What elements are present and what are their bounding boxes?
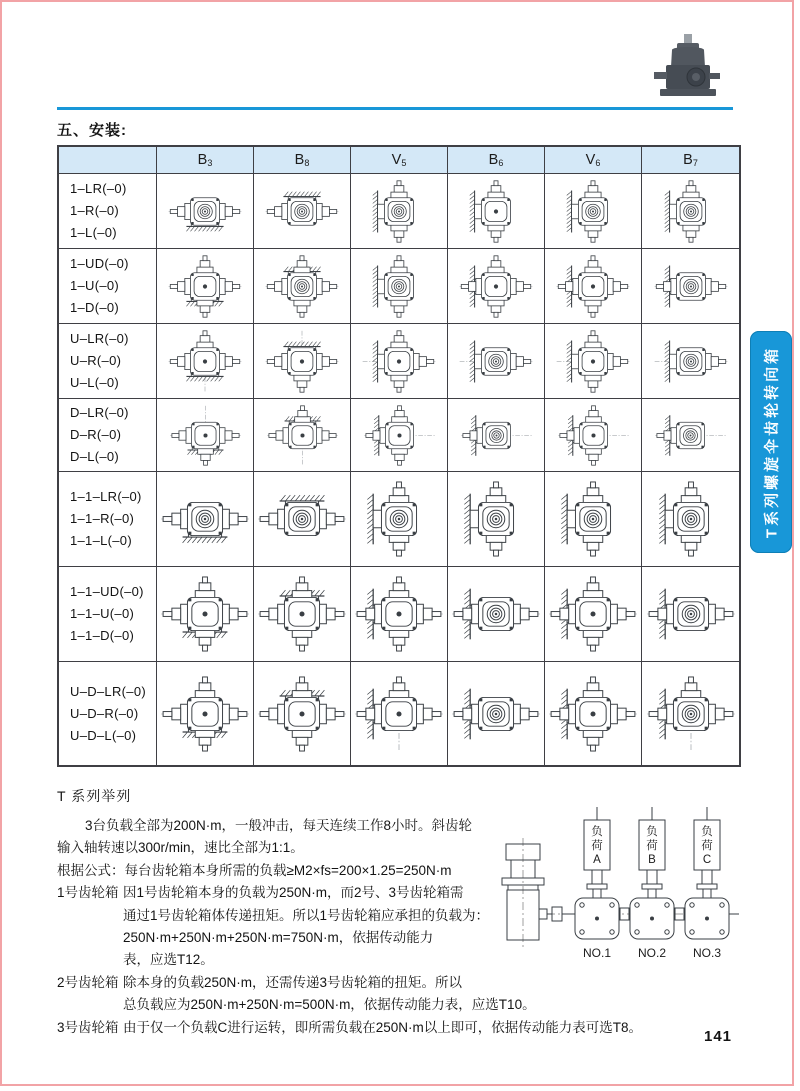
gearbox-drawing <box>360 330 438 393</box>
example-line: 3号齿轮箱 由于仅一个负载C进行运转，即所需负载在250N·m以上即可，依据传动能力表可选T8。 <box>57 1017 752 1039</box>
table-header-cell: B $_6$ <box>448 147 545 174</box>
unit-label: NO.3 <box>692 946 722 960</box>
gearbox-drawing <box>546 481 640 557</box>
table-header-cell: B $_7$ <box>642 147 739 174</box>
mounting-cell <box>157 399 254 472</box>
load-label: 负荷 C <box>701 826 713 866</box>
row-label <box>59 662 157 765</box>
table-header-cell: B $_3$ <box>157 147 254 174</box>
row-label-line: 1–LR(–0) <box>70 181 127 196</box>
gearbox-drawing <box>352 576 446 652</box>
mounting-cell <box>642 174 739 249</box>
mounting-cell <box>642 472 739 567</box>
row-label-line: 1–1–R(–0) <box>70 511 135 526</box>
mounting-cell <box>351 249 448 324</box>
load-diagram-drawing <box>492 798 742 962</box>
gearbox-drawing <box>158 576 252 652</box>
gearbox-term-label: 1号齿轮箱 <box>57 885 119 901</box>
row-label-line: D–LR(–0) <box>70 405 129 420</box>
row-label-line: 1–U(–0) <box>70 278 120 293</box>
gearbox-drawing <box>644 481 738 557</box>
row-label <box>59 399 157 472</box>
gearbox-drawing <box>652 255 730 318</box>
example-line: 3台负载全部为200N·m，一般冲击，每天连续工作8小时。斜齿轮 <box>85 818 473 833</box>
gearbox-drawing <box>263 255 341 318</box>
page-number: 141 <box>703 1028 733 1045</box>
mounting-cell <box>157 472 254 567</box>
mounting-cell <box>642 324 739 399</box>
gearbox-drawing <box>166 255 244 318</box>
gearbox-drawing <box>352 481 446 557</box>
mounting-cell <box>545 662 642 765</box>
gearbox-term-label: 3号齿轮箱 <box>57 1019 119 1035</box>
example-title: T 系列举列 <box>57 788 132 804</box>
series-side-tab-label: T系列螺旋伞齿轮转向箱 <box>763 345 781 539</box>
series-side-tab <box>750 331 792 553</box>
gearbox-drawing <box>457 255 535 318</box>
mounting-cell <box>254 174 351 249</box>
gearbox-drawing <box>644 676 738 752</box>
row-label <box>59 567 157 662</box>
row-label <box>59 324 157 399</box>
gearbox-drawing <box>554 180 632 243</box>
row-label-line: 1–D(–0) <box>70 300 120 315</box>
gearbox-drawing <box>255 576 349 652</box>
mounting-cell <box>351 662 448 765</box>
mounting-cell <box>157 174 254 249</box>
mounting-cell <box>448 399 545 472</box>
row-label-line: 1–1–L(–0) <box>70 533 132 548</box>
mounting-cell <box>545 567 642 662</box>
table-corner-cell <box>59 147 157 174</box>
gearbox-drawing <box>644 576 738 652</box>
mounting-cell <box>545 249 642 324</box>
row-label-line: U–R(–0) <box>70 353 122 368</box>
table-header-cell: V $_6$ <box>545 147 642 174</box>
mounting-cell <box>448 324 545 399</box>
row-label-line: U–D–LR(–0) <box>70 683 146 699</box>
example-line: 通过1号齿轮箱体传递扭矩。所以1号齿轮箱应承担的负载为： <box>123 907 490 923</box>
gearbox-drawing <box>449 576 543 652</box>
gearbox-drawing <box>360 255 438 318</box>
section-title: 五、安装: <box>57 122 127 139</box>
mounting-cell <box>157 662 254 765</box>
mounting-cell <box>351 399 448 472</box>
mounting-cell <box>545 174 642 249</box>
gearbox-product-photo <box>652 34 724 105</box>
gearbox-drawing <box>255 481 349 557</box>
gearbox-drawing <box>457 330 535 393</box>
gearbox-drawing <box>554 330 632 393</box>
gearbox-photo-icon <box>652 34 724 100</box>
header-rule <box>57 107 733 110</box>
row-label-line: 1–L(–0) <box>70 225 117 240</box>
example-line: 2号齿轮箱 除本身的负载250N·m，还需传递3号齿轮箱的扭矩。所以 <box>57 972 752 994</box>
gearbox-drawing <box>554 255 632 318</box>
example-line: 1号齿轮箱 因1号齿轮箱本身的负载为250N·m，而2号、3号齿轮箱需 <box>57 882 752 904</box>
table-header-cell: V $_5$ <box>351 147 448 174</box>
table-header-cell: B $_8$ <box>254 147 351 174</box>
gearbox-term-label: 2号齿轮箱 <box>57 974 119 990</box>
mounting-cell <box>351 472 448 567</box>
gearbox-drawing <box>166 180 244 243</box>
mounting-cell <box>642 399 739 472</box>
unit-label: NO.1 <box>582 946 612 960</box>
row-label-line: D–L(–0) <box>70 449 120 464</box>
row-label-line: 1–R(–0) <box>70 203 120 218</box>
mounting-cell <box>351 174 448 249</box>
mounting-cell <box>254 324 351 399</box>
gearbox-drawing <box>255 676 349 752</box>
gearbox-drawing <box>449 676 543 752</box>
gearbox-drawing <box>653 405 728 466</box>
load-label: 负荷 A <box>591 826 603 866</box>
mounting-cell <box>448 472 545 567</box>
example-line: 250N·m+250N·m+250N·m=750N·m，依据传动能力 <box>123 930 434 946</box>
gearbox-drawing <box>556 405 631 466</box>
mounting-cell <box>254 472 351 567</box>
mounting-cell <box>351 567 448 662</box>
gearbox-drawing <box>265 405 340 466</box>
gearbox-drawing <box>546 576 640 652</box>
gearbox-drawing <box>166 330 244 393</box>
gearbox-drawing <box>168 405 243 466</box>
mounting-cell <box>254 662 351 765</box>
row-label-line: 1–1–LR(–0) <box>70 489 142 504</box>
mounting-cell <box>642 662 739 765</box>
mounting-cell <box>448 174 545 249</box>
row-label-line: 1–1–U(–0) <box>70 606 135 621</box>
gearbox-drawing <box>457 180 535 243</box>
mounting-cell <box>448 249 545 324</box>
gearbox-drawing <box>263 180 341 243</box>
row-label-line: D–R(–0) <box>70 427 122 442</box>
gearbox-drawing <box>263 330 341 393</box>
mounting-cell <box>642 567 739 662</box>
gearbox-drawing <box>360 180 438 243</box>
mounting-cell <box>642 249 739 324</box>
row-label-line: U–D–R(–0) <box>70 705 139 721</box>
row-label-line: U–L(–0) <box>70 375 120 390</box>
mounting-cell <box>448 567 545 662</box>
gearbox-drawing <box>652 330 730 393</box>
gearbox-drawing <box>459 405 534 466</box>
gearbox-drawing <box>352 676 446 752</box>
row-label-line: 1–1–UD(–0) <box>70 584 144 599</box>
mounting-cell <box>157 567 254 662</box>
mounting-cell <box>545 472 642 567</box>
gearbox-drawing <box>158 481 252 557</box>
example-line: 表，应选T12。 <box>123 952 214 968</box>
row-label-line: 1–UD(–0) <box>70 256 129 271</box>
row-label-line: U–LR(–0) <box>70 331 129 346</box>
gearbox-drawing <box>652 180 730 243</box>
mounting-cell <box>448 662 545 765</box>
example-line: 输入轴转速以300r/min，速比全部为1:1。 <box>57 840 304 856</box>
mounting-cell <box>157 324 254 399</box>
mounting-positions-table <box>57 145 741 767</box>
mounting-cell <box>351 324 448 399</box>
row-label <box>59 249 157 324</box>
row-label <box>59 174 157 249</box>
example-line: 根据公式：每台齿轮箱本身所需的负载≥M2×fs=200×1.25=250N·m <box>57 862 452 878</box>
gearbox-drawing <box>546 676 640 752</box>
gearbox-drawing <box>158 676 252 752</box>
gearbox-drawing <box>362 405 437 466</box>
mounting-cell <box>157 249 254 324</box>
mounting-cell <box>254 567 351 662</box>
mounting-cell <box>254 249 351 324</box>
mounting-cell <box>545 324 642 399</box>
load-diagram <box>492 798 742 967</box>
gearbox-drawing <box>449 481 543 557</box>
example-line: 总负载应为250N·m+250N·m=500N·m，依据传动能力表，应选T10。 <box>123 997 536 1013</box>
load-label: 负荷 B <box>646 826 658 866</box>
row-label <box>59 472 157 567</box>
row-label-line: 1–1–D(–0) <box>70 628 135 643</box>
mounting-cell <box>254 399 351 472</box>
row-label-line: U–D–L(–0) <box>70 727 137 743</box>
unit-label: NO.2 <box>637 946 667 960</box>
mounting-cell <box>545 399 642 472</box>
